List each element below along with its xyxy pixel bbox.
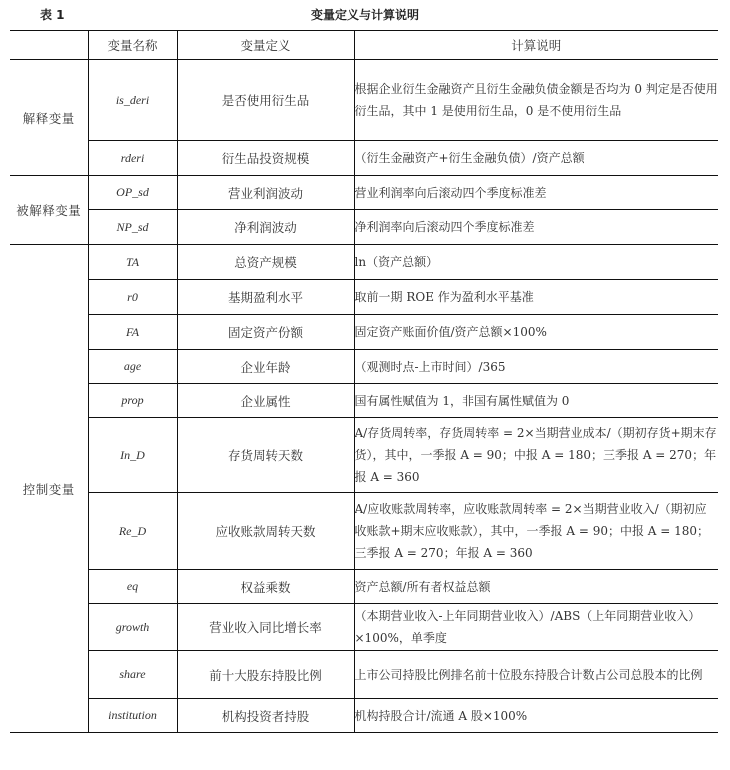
table-title: 变量定义与计算说明 — [310, 8, 419, 22]
calculation-note: （衍生金融资产+衍生金融负债）/资产总额 — [354, 141, 718, 176]
calculation-note: 国有属性赋值为 1，非国有属性赋值为 0 — [354, 384, 718, 418]
variable-definition: 营业收入同比增长率 — [177, 604, 354, 651]
calculation-note: 机构持股合计/流通 A 股×100% — [354, 699, 718, 733]
table-row — [10, 493, 718, 570]
calculation-note: 取前一期 ROE 作为盈利水平基准 — [354, 280, 718, 315]
variable-name: growth — [88, 604, 177, 651]
variable-definition: 存货周转天数 — [177, 418, 354, 493]
table-row — [10, 280, 718, 315]
variable-name: FA — [88, 315, 177, 350]
variable-name: TA — [88, 245, 177, 280]
group-label-control: 控制变量 — [10, 245, 88, 733]
table-row — [10, 141, 718, 176]
table-label: 表 1 — [40, 8, 65, 22]
table-row — [10, 315, 718, 350]
calculation-note: 营业利润率向后滚动四个季度标准差 — [354, 176, 718, 210]
table-row — [10, 384, 718, 418]
variable-definition: 基期盈利水平 — [177, 280, 354, 315]
variable-definition: 净利润波动 — [177, 210, 354, 245]
variable-definition: 是否使用衍生品 — [177, 60, 354, 141]
variable-definition-table — [10, 30, 718, 733]
table-row — [10, 60, 718, 141]
calculation-note: 资产总额/所有者权益总额 — [354, 570, 718, 604]
variable-name: Re_D — [88, 493, 177, 570]
group-label-dependent: 被解释变量 — [10, 176, 88, 245]
calculation-note: （观测时点-上市时间）/365 — [354, 350, 718, 384]
variable-definition: 企业年龄 — [177, 350, 354, 384]
table-row — [10, 651, 718, 699]
table-row — [10, 418, 718, 493]
calculation-note: 净利润率向后滚动四个季度标准差 — [354, 210, 718, 245]
header-group — [10, 31, 88, 60]
variable-definition: 应收账款周转天数 — [177, 493, 354, 570]
calculation-note: 固定资产账面价值/资产总额×100% — [354, 315, 718, 350]
variable-name: institution — [88, 699, 177, 733]
variable-name: rderi — [88, 141, 177, 176]
header-calculation: 计算说明 — [354, 31, 718, 60]
variable-definition: 机构投资者持股 — [177, 699, 354, 733]
variable-name: is_deri — [88, 60, 177, 141]
calculation-note: A/应收账款周转率，应收账款周转率 = 2×当期营业收入/（期初应收账款+期末应收账款），其中，一季报 A = 90；中报 A = 180；三季报 A = 270；年报 A = 360 — [354, 493, 718, 570]
calculation-note: A/存货周转率，存货周转率 = 2×当期营业成本/（期初存货+期末存货），其中，一季报 A = 90；中报 A = 180；三季报 A = 270；年报 A = 360 — [354, 418, 718, 493]
variable-name: OP_sd — [88, 176, 177, 210]
variable-name: prop — [88, 384, 177, 418]
variable-name: eq — [88, 570, 177, 604]
variable-definition: 权益乘数 — [177, 570, 354, 604]
table-row — [10, 245, 718, 280]
table-row — [10, 176, 718, 210]
variable-name: r0 — [88, 280, 177, 315]
calculation-note: ln（资产总额） — [354, 245, 718, 280]
variable-name: age — [88, 350, 177, 384]
variable-definition: 企业属性 — [177, 384, 354, 418]
variable-definition: 固定资产份额 — [177, 315, 354, 350]
table-header-row — [10, 31, 718, 60]
variable-definition: 营业利润波动 — [177, 176, 354, 210]
table-row — [10, 699, 718, 733]
variable-name: NP_sd — [88, 210, 177, 245]
table-row — [10, 604, 718, 651]
group-label-explanatory: 解释变量 — [10, 60, 88, 176]
variable-definition: 前十大股东持股比例 — [177, 651, 354, 699]
table-row — [10, 210, 718, 245]
calculation-note: （本期营业收入-上年同期营业收入）/ABS（上年同期营业收入）×100%，单季度 — [354, 604, 718, 651]
calculation-note: 根据企业衍生金融资产且衍生金融负债金额是否均为 0 判定是否使用衍生品，其中 1 是使用衍生品，0 是不使用衍生品 — [354, 60, 718, 141]
table-row — [10, 350, 718, 384]
variable-name: In_D — [88, 418, 177, 493]
header-variable-name: 变量名称 — [88, 31, 177, 60]
header-variable-definition: 变量定义 — [177, 31, 354, 60]
calculation-note: 上市公司持股比例排名前十位股东持股合计数占公司总股本的比例 — [354, 651, 718, 699]
table-row — [10, 570, 718, 604]
variable-definition: 总资产规模 — [177, 245, 354, 280]
variable-definition: 衍生品投资规模 — [177, 141, 354, 176]
variable-name: share — [88, 651, 177, 699]
